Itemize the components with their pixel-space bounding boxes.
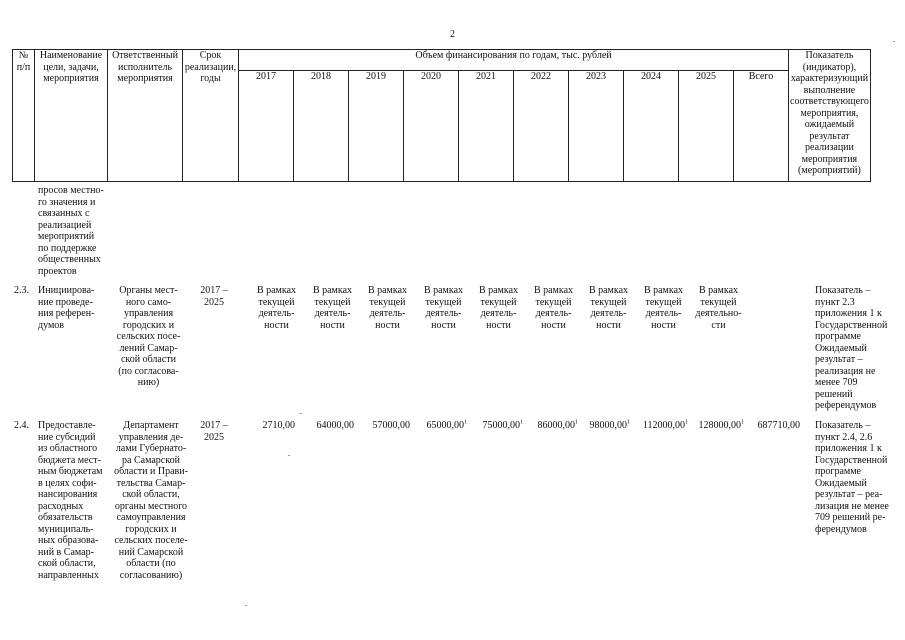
header-period: Срок реализации, годы <box>183 50 239 182</box>
row-value-cell: В рамках текущей деятель- ности <box>423 285 464 331</box>
row-value-cell: 2710,00 <box>262 420 295 431</box>
continuation-text: просов местно- го значения и связанных с реализацией мероприятий по поддержке общественных проектов <box>38 185 104 277</box>
footnote-mark: 1 <box>741 419 744 426</box>
header-indicator: Показатель (индикатор), характеризующий выполнение соответствующего мероприятия, ожидаемый результат реализации мероприятия (мероприятий) <box>789 50 871 182</box>
footnote-mark: 1 <box>464 419 467 426</box>
row-period: 2017 – 2025 <box>200 285 228 308</box>
row-value-cell: 98000,00$^1$ <box>589 419 630 431</box>
table-header <box>12 49 871 182</box>
header-year: 2019 <box>349 71 404 182</box>
header-executor: Ответственный исполнитель мероприятия <box>108 50 183 182</box>
header-year: 2017 <box>239 71 294 182</box>
header-name: Наименование цели, задачи, мероприятия <box>35 50 108 182</box>
row-number: 2.3. <box>14 285 29 296</box>
row-value-cell: В рамках текущей деятель- ности <box>643 285 684 331</box>
header-year: 2020 <box>404 71 459 182</box>
footnote-mark: 1 <box>520 419 523 426</box>
row-value-cell: 112000,00$^1$ <box>642 419 688 431</box>
scan-speck <box>300 413 302 414</box>
header-year: 2021 <box>459 71 514 182</box>
header-year: 2025 <box>679 71 734 182</box>
row-period: 2017 – 2025 <box>200 420 228 443</box>
row-value-cell: 86000,00$^1$ <box>537 419 578 431</box>
row-number: 2.4. <box>14 420 29 431</box>
row-value-cell: В рамках текущей деятель- ности <box>312 285 353 331</box>
header-year: 2022 <box>514 71 569 182</box>
row-name: Инициирова- ние проведе- ния референ- думов <box>38 285 95 331</box>
page-number: 2 <box>450 29 455 40</box>
header-year: 2018 <box>294 71 349 182</box>
row-value-cell: 128000,00$^1$ <box>698 419 744 431</box>
row-total: 687710,00 <box>757 420 800 431</box>
row-value-cell: В рамках текущей деятель- ности <box>256 285 297 331</box>
row-value-cell: В рамках текущей деятельно- сти <box>695 285 742 331</box>
row-value-cell: 75000,00$^1$ <box>482 419 523 431</box>
header-funding: Объем финансирования по годам, тыс. рублей <box>239 50 789 71</box>
row-indicator: Показатель – пункт 2.3 приложения 1 к Государственной программе Ожидаемый результат – реализация не менее 709 решений референдумов <box>815 285 888 411</box>
header-year: 2023 <box>569 71 624 182</box>
row-executor: Органы мест- ного само- управления городских и сельских посе- лений Самар- ской области (по согласова- нию) <box>116 285 181 388</box>
header-year: 2024 <box>624 71 679 182</box>
row-indicator: Показатель – пункт 2.4, 2.6 приложения 1 к Государственной программе Ожидаемый результат – реа- лизация не менее 709 решений ре- ферендумов <box>815 420 889 535</box>
row-value-cell: В рамках текущей деятель- ности <box>533 285 574 331</box>
row-value-cell: В рамках текущей деятель- ности <box>367 285 408 331</box>
header-num: № п/п <box>13 50 35 182</box>
footnote-mark: 1 <box>575 419 578 426</box>
scan-speck <box>245 605 247 606</box>
row-value-cell: В рамках текущей деятель- ности <box>588 285 629 331</box>
row-name: Предоставле- ние субсидий из областного бюджета мест- ным бюджетам в целях софи- нансирования расходных обязательств муниципаль- ных образова- ний в Самар- ской области, направленных <box>38 420 103 581</box>
footnote-mark: 1 <box>685 419 688 426</box>
row-value-cell: 65000,00$^1$ <box>426 419 467 431</box>
footnote-mark: 1 <box>627 419 630 426</box>
scan-speck <box>893 41 895 42</box>
header-total: Всего <box>734 71 789 182</box>
row-value-cell: 57000,00 <box>372 420 410 431</box>
row-executor: Департамент управления де- лами Губернато- ра Самарской области и Прави- тельства Самар- ской области, органы местного самоуправления городских и сельских поселе- ний Самарской области (по согласованию) <box>114 420 188 581</box>
row-value-cell: 64000,00 <box>316 420 354 431</box>
scan-speck <box>288 455 290 456</box>
row-value-cell: В рамках текущей деятель- ности <box>478 285 519 331</box>
